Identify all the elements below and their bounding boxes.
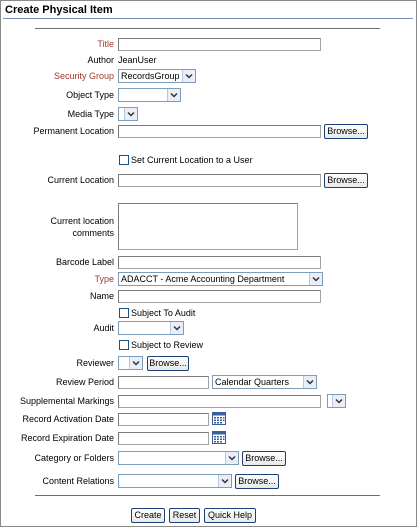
- subject-to-audit-label: Subject To Audit: [131, 308, 196, 318]
- barcode-label-label: Barcode Label: [55, 257, 114, 267]
- audit-label: Audit: [93, 323, 114, 333]
- media-type-label: Media Type: [67, 109, 114, 119]
- type-select[interactable]: [118, 272, 323, 286]
- reviewer-select[interactable]: [118, 356, 143, 370]
- subject-to-review-label: Subject to Review: [131, 340, 204, 350]
- chevron-down-icon: [303, 376, 316, 388]
- audit-select[interactable]: [118, 321, 184, 335]
- author-value: JeanUser: [118, 55, 157, 65]
- record-activation-date-input[interactable]: [118, 413, 209, 426]
- chevron-down-icon: [225, 452, 238, 464]
- title-underline: [3, 18, 413, 19]
- object-type-label: Object Type: [66, 90, 114, 100]
- supplemental-markings-label: Supplemental Markings: [19, 396, 114, 406]
- current-location-label: Current Location: [47, 175, 114, 185]
- media-type-select[interactable]: [118, 107, 138, 121]
- set-current-location-checkbox[interactable]: [119, 155, 129, 165]
- content-relations-label: Content Relations: [42, 476, 114, 486]
- current-location-input[interactable]: [118, 174, 321, 187]
- name-input[interactable]: [118, 290, 321, 303]
- supplemental-markings-input[interactable]: [118, 395, 321, 408]
- reviewer-label: Reviewer: [76, 358, 114, 368]
- chevron-down-icon: [124, 108, 137, 120]
- category-browse-button[interactable]: Browse...: [242, 451, 286, 466]
- current-location-comments-label-line1: Current location: [50, 216, 114, 226]
- current-location-comments-label: [6, 215, 114, 239]
- category-label: Category or Folders: [34, 453, 114, 463]
- chevron-down-icon: [309, 273, 322, 285]
- barcode-label-input[interactable]: [118, 256, 321, 269]
- chevron-down-icon: [167, 89, 180, 101]
- reset-button[interactable]: Reset: [169, 508, 200, 523]
- permanent-location-browse-button[interactable]: Browse...: [324, 124, 368, 139]
- review-period-label: Review Period: [55, 377, 114, 387]
- current-location-browse-button[interactable]: Browse...: [324, 173, 368, 188]
- content-relations-browse-button[interactable]: Browse...: [235, 474, 279, 489]
- calendar-icon[interactable]: [212, 412, 226, 425]
- set-current-location-label: Set Current Location to a User: [131, 155, 253, 165]
- create-button[interactable]: Create: [131, 508, 165, 523]
- reviewer-browse-button[interactable]: Browse...: [147, 356, 189, 371]
- name-label: Name: [89, 291, 114, 301]
- security-group-label: Security Group: [53, 71, 114, 81]
- page-title: Create Physical Item: [5, 4, 113, 16]
- record-expiration-date-input[interactable]: [118, 432, 209, 445]
- quick-help-button[interactable]: Quick Help: [204, 508, 256, 523]
- chevron-down-icon: [129, 357, 142, 369]
- type-value: ADACCT - Acme Accounting Department: [121, 274, 285, 284]
- record-expiration-date-label: Record Expiration Date: [20, 433, 114, 443]
- type-label: Type: [94, 274, 114, 284]
- review-period-unit-select[interactable]: [212, 375, 317, 389]
- title-input[interactable]: [118, 38, 321, 51]
- chevron-down-icon: [170, 322, 183, 334]
- chevron-down-icon: [182, 70, 195, 82]
- top-divider: [35, 28, 380, 29]
- category-select[interactable]: [118, 451, 239, 465]
- permanent-location-label: Permanent Location: [33, 126, 114, 136]
- subject-to-audit-checkbox[interactable]: [119, 308, 129, 318]
- current-location-comments-label-line2: comments: [72, 228, 114, 238]
- current-location-comments-textarea[interactable]: [118, 203, 298, 250]
- author-label: Author: [87, 55, 114, 65]
- review-period-unit-value: Calendar Quarters: [215, 377, 290, 387]
- chevron-down-icon: [332, 395, 345, 407]
- security-group-value: RecordsGroup: [121, 71, 180, 81]
- review-period-input[interactable]: [118, 376, 209, 389]
- bottom-divider: [35, 495, 380, 496]
- chevron-down-icon: [218, 475, 231, 487]
- security-group-select[interactable]: [118, 69, 196, 83]
- permanent-location-input[interactable]: [118, 125, 321, 138]
- record-activation-date-label: Record Activation Date: [22, 414, 114, 424]
- subject-to-review-checkbox[interactable]: [119, 340, 129, 350]
- calendar-icon[interactable]: [212, 431, 226, 444]
- object-type-select[interactable]: [118, 88, 181, 102]
- content-relations-select[interactable]: [118, 474, 232, 488]
- title-label: Title: [97, 39, 114, 49]
- supplemental-markings-select[interactable]: [327, 394, 346, 408]
